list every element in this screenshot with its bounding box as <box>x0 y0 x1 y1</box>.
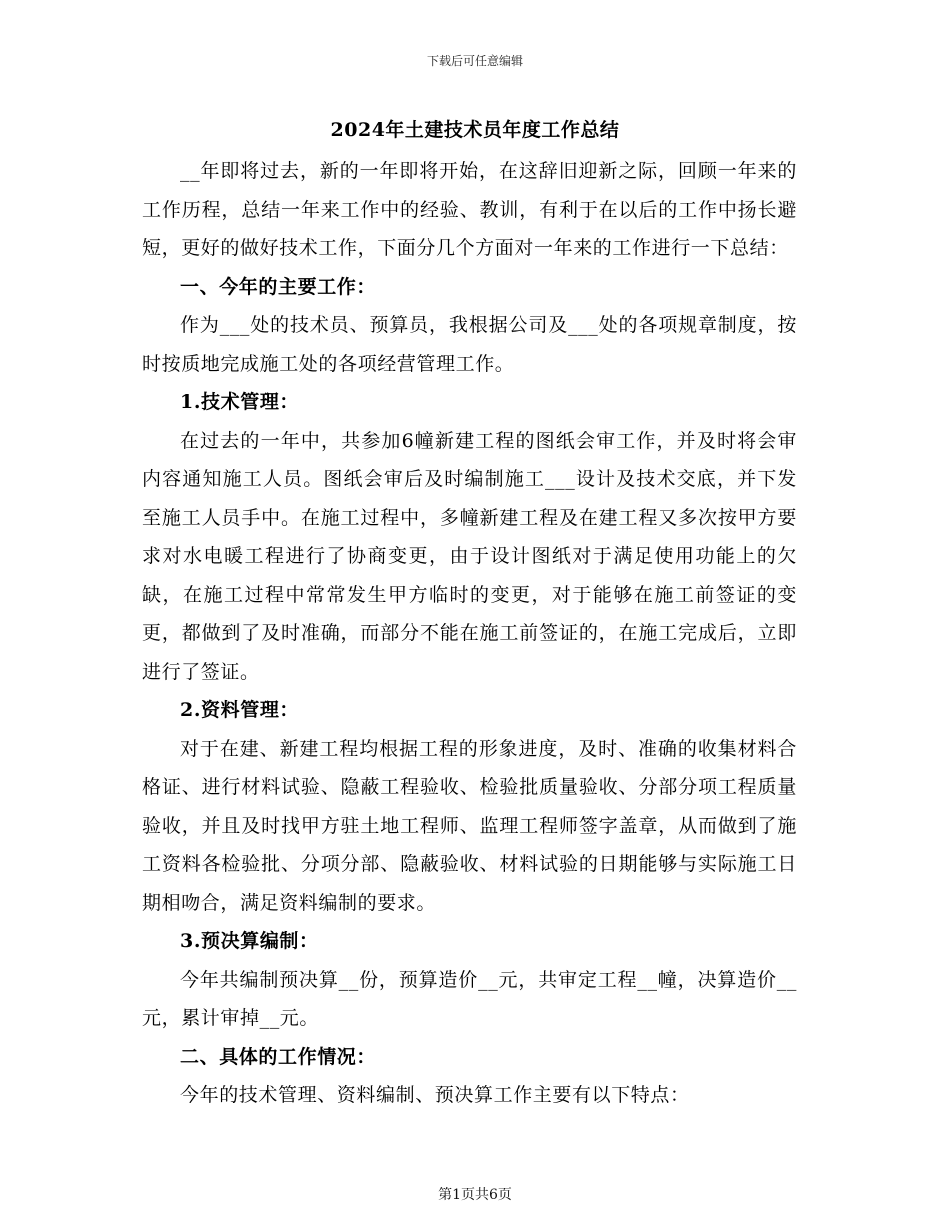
section-heading-details: 二、具体的工作情况： <box>180 1045 377 1068</box>
subsection-heading-document-management: 2.资料管理： <box>180 699 300 721</box>
subsection-heading-budget: 3.预决算编制： <box>180 930 319 952</box>
header-note: 下载后可任意编辑 <box>426 54 523 68</box>
document-management-paragraph: 对于在建、新建工程均根据工程的形象进度，及时、准确的收集材料合格证、进行材料试验、隐蔽工程验收、检验批质量验收、分部分项工程质量验收，并且及时找甲方驻土地工程师、监理工程师签字盖章，从而做到了施工资料各检验批、分项分部、隐蔽验收、材料试验的日期能够与实际施工日期相吻合，满足资料编制的要求。 <box>142 737 797 914</box>
intro-paragraph: __年即将过去，新的一年即将开始，在这辞旧迎新之际，回顾一年来的工作历程，总结一年来工作中的经验、教训，有利于在以后的工作中扬长避短，更好的做好技术工作，下面分几个方面对一年来的工作进行一下总结： <box>142 160 797 259</box>
document-body <box>142 152 797 1115</box>
budget-paragraph: 今年共编制预决算__份，预算造价__元，共审定工程__幢，决算造价__元，累计审掉__元。 <box>142 968 797 1029</box>
page-footer: 第1页共6页 <box>438 1187 512 1203</box>
tech-management-paragraph: 在过去的一年中，共参加6幢新建工程的图纸会审工作，并及时将会审内容通知施工人员。图纸会审后及时编制施工___设计及技术交底，并下发至施工人员手中。在施工过程中，多幢新建工程及在建工程又多次按甲方要求对水电暖工程进行了协商变更，由于设计图纸对于满足使用功能上的欠缺，在施工过程中常常发生甲方临时的变更，对于能够在施工前签证的变更，都做到了及时准确，而部分不能在施工前签证的，在施工完成后，立即进行了签证。 <box>142 429 797 683</box>
role-paragraph: 作为___处的技术员、预算员，我根据公司及___处的各项规章制度，按时按质地完成施工处的各项经营管理工作。 <box>142 314 797 375</box>
section-heading-main-work: 一、今年的主要工作： <box>180 275 377 298</box>
details-paragraph: 今年的技术管理、资料编制、预决算工作主要有以下特点： <box>180 1084 690 1106</box>
subsection-heading-tech-management: 1.技术管理： <box>180 391 300 413</box>
document-title: 2024年土建技术员年度工作总结 <box>330 119 620 141</box>
